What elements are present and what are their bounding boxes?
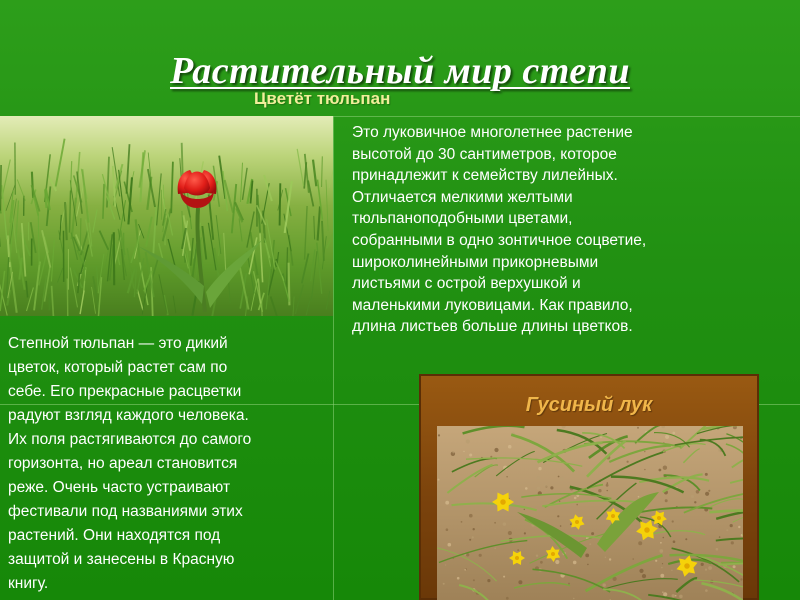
tulip-photo-illustration (0, 116, 333, 316)
slide-title: Растительный мир степи (170, 50, 630, 93)
goose-onion-panel (419, 374, 759, 600)
goose-onion-illustration (437, 426, 743, 600)
goose-onion-photo (437, 426, 743, 600)
tulip-photo (0, 116, 333, 316)
plant-description-text: Это луковичное многолетнее растение высотой до 30 сантиметров, которое принадлежит к семейству лилейных. Отличается мелкими желтыми тюльпаноподобными цветами, собранными в одно зонтичное соцветие, широколинейными прикорневыми листьями с острой верхушкой и маленькими луковицами. Как правило, длина листьев больше длины цветков. (352, 124, 647, 336)
steppe-tulip-text: Степной тюльпан — это дикий цветок, который растет сам по себе. Его прекрасные расцветки радуют взгляд каждого человека. Их поля растягиваются до самого горизонта, но ареал становится реже. Очень часто устраивают фестивали под названиями этих растений. Они находятся под защитой и занесены в Красную книгу. (8, 335, 252, 592)
goose-onion-label: Гусиный лук (525, 394, 653, 416)
slide-subtitle: Цветёт тюльпан (254, 89, 391, 108)
